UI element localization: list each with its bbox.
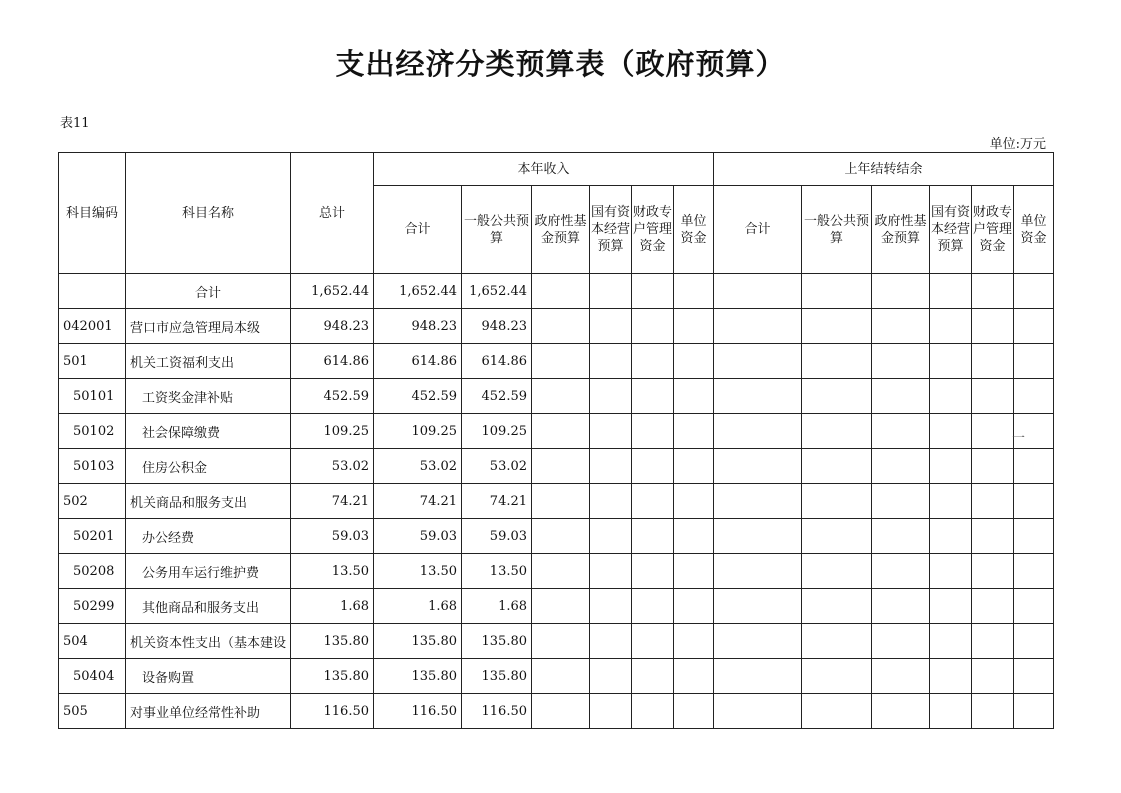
cell-py-fund (872, 519, 930, 554)
cell-py-fund (872, 554, 930, 589)
cell-py-state-capital (930, 414, 972, 449)
table-row (59, 274, 1054, 309)
header-cy-subtotal: 合计 (374, 186, 462, 274)
cell-py-fiscal-special (972, 484, 1014, 519)
cell-py-subtotal (714, 449, 802, 484)
cell-py-fiscal-special (972, 589, 1014, 624)
cell-cy-unit-funds (674, 554, 714, 589)
cell-py-fund (872, 414, 930, 449)
cell-cy-fund (532, 519, 590, 554)
cell-py-fiscal-special (972, 449, 1014, 484)
cell-py-fund (872, 659, 930, 694)
cell-cy-unit-funds (674, 589, 714, 624)
cell-name: 设备购置 (126, 659, 291, 694)
table-row (59, 554, 1054, 589)
cell-py-fiscal-special (972, 659, 1014, 694)
cell-py-unit-funds (1014, 344, 1054, 379)
cell-name: 办公经费 (126, 519, 291, 554)
header-code: 科目编码 (59, 153, 126, 274)
cell-cy-fiscal-special (632, 554, 674, 589)
cell-cy-state-capital (590, 449, 632, 484)
cell-cy-unit-funds (674, 659, 714, 694)
cell-py-subtotal (714, 309, 802, 344)
cell-cy-unit-funds (674, 694, 714, 729)
cell-py-state-capital (930, 309, 972, 344)
cell-py-fiscal-special (972, 554, 1014, 589)
cell-cy-subtotal: 948.23 (374, 309, 462, 344)
cell-code: 504 (59, 624, 126, 659)
cell-code: 505 (59, 694, 126, 729)
cell-py-unit-funds (1014, 554, 1054, 589)
cell-cy-state-capital (590, 344, 632, 379)
cell-cy-state-capital (590, 589, 632, 624)
cell-py-unit-funds (1014, 694, 1054, 729)
cell-code (59, 274, 126, 309)
cell-name: 营口市应急管理局本级 (126, 309, 291, 344)
cell-py-unit-funds (1014, 309, 1054, 344)
cell-cy-fund (532, 589, 590, 624)
cell-py-subtotal (714, 344, 802, 379)
cell-cy-fund (532, 449, 590, 484)
cell-total: 135.80 (291, 659, 374, 694)
cell-py-state-capital (930, 344, 972, 379)
table-row (59, 589, 1054, 624)
cell-py-state-capital (930, 274, 972, 309)
cell-cy-unit-funds (674, 379, 714, 414)
cell-name: 对事业单位经常性补助 (126, 694, 291, 729)
cell-py-unit-funds (1014, 274, 1054, 309)
cell-code: 50201 (59, 519, 126, 554)
cell-name: 机关工资福利支出 (126, 344, 291, 379)
cell-py-fund (872, 274, 930, 309)
cell-cy-unit-funds (674, 414, 714, 449)
cell-cy-fund (532, 309, 590, 344)
cell-py-fiscal-special (972, 414, 1014, 449)
cell-py-general (802, 554, 872, 589)
cell-code: 50103 (59, 449, 126, 484)
cell-cy-subtotal: 135.80 (374, 659, 462, 694)
table-row (59, 519, 1054, 554)
cell-cy-fiscal-special (632, 379, 674, 414)
cell-py-fiscal-special (972, 379, 1014, 414)
header-py-subtotal: 合计 (714, 186, 802, 274)
cell-cy-fiscal-special (632, 309, 674, 344)
cell-total: 53.02 (291, 449, 374, 484)
cell-cy-general: 1,652.44 (462, 274, 532, 309)
cell-total: 1.68 (291, 589, 374, 624)
header-current-year: 本年收入 (374, 153, 714, 186)
cell-cy-state-capital (590, 694, 632, 729)
cell-cy-fund (532, 694, 590, 729)
cell-code: 50101 (59, 379, 126, 414)
cell-py-subtotal (714, 414, 802, 449)
cell-py-general (802, 484, 872, 519)
cell-py-general (802, 449, 872, 484)
cell-py-unit-funds (1014, 589, 1054, 624)
cell-cy-unit-funds (674, 449, 714, 484)
cell-total: 452.59 (291, 379, 374, 414)
cell-py-subtotal (714, 484, 802, 519)
cell-name: 住房公积金 (126, 449, 291, 484)
cell-py-subtotal (714, 554, 802, 589)
table-row (59, 309, 1054, 344)
cell-cy-general: 1.68 (462, 589, 532, 624)
cell-cy-general: 109.25 (462, 414, 532, 449)
cell-total: 948.23 (291, 309, 374, 344)
cell-py-state-capital (930, 519, 972, 554)
cell-cy-fiscal-special (632, 659, 674, 694)
cell-cy-subtotal: 135.80 (374, 624, 462, 659)
cell-cy-subtotal: 53.02 (374, 449, 462, 484)
cell-cy-fiscal-special (632, 624, 674, 659)
cell-cy-fiscal-special (632, 449, 674, 484)
cell-cy-general: 135.80 (462, 624, 532, 659)
cell-cy-state-capital (590, 379, 632, 414)
cell-total: 614.86 (291, 344, 374, 379)
cell-py-unit-funds (1014, 624, 1054, 659)
cell-py-general (802, 519, 872, 554)
cell-py-state-capital (930, 554, 972, 589)
cell-py-general (802, 274, 872, 309)
cell-total: 109.25 (291, 414, 374, 449)
cell-code: 501 (59, 344, 126, 379)
cell-py-general (802, 589, 872, 624)
cell-cy-fund (532, 414, 590, 449)
cell-py-subtotal (714, 659, 802, 694)
cell-py-general (802, 414, 872, 449)
header-total: 总计 (291, 153, 374, 274)
cell-py-fund (872, 694, 930, 729)
cell-code: 042001 (59, 309, 126, 344)
table-row (59, 659, 1054, 694)
cell-py-subtotal (714, 379, 802, 414)
cell-cy-fund (532, 659, 590, 694)
cell-py-fund (872, 449, 930, 484)
header-cy-state-capital: 国有资本经营预算 (590, 186, 632, 274)
cell-cy-subtotal: 1,652.44 (374, 274, 462, 309)
cell-py-subtotal (714, 274, 802, 309)
cell-name: 工资奖金津补贴 (126, 379, 291, 414)
cell-cy-general: 948.23 (462, 309, 532, 344)
cell-total: 1,652.44 (291, 274, 374, 309)
header-py-unit-funds: 单位资金 (1014, 186, 1054, 274)
cell-cy-fiscal-special (632, 484, 674, 519)
cell-cy-subtotal: 109.25 (374, 414, 462, 449)
cell-py-general (802, 379, 872, 414)
cell-py-state-capital (930, 694, 972, 729)
cell-cy-state-capital (590, 519, 632, 554)
cell-py-fiscal-special (972, 694, 1014, 729)
cell-cy-fund (532, 344, 590, 379)
header-py-fiscal-special: 财政专户管理资金 (972, 186, 1014, 274)
cell-cy-fiscal-special (632, 519, 674, 554)
cell-py-state-capital (930, 449, 972, 484)
table-number: 表11 (60, 116, 90, 131)
cell-cy-unit-funds (674, 274, 714, 309)
budget-table (58, 152, 1054, 729)
cell-total: 74.21 (291, 484, 374, 519)
cell-py-fund (872, 344, 930, 379)
cell-cy-fiscal-special (632, 414, 674, 449)
cell-cy-general: 614.86 (462, 344, 532, 379)
cell-cy-general: 13.50 (462, 554, 532, 589)
header-cy-fund: 政府性基金预算 (532, 186, 590, 274)
cell-cy-general: 135.80 (462, 659, 532, 694)
cell-cy-fiscal-special (632, 589, 674, 624)
table-row (59, 449, 1054, 484)
table-row (59, 414, 1054, 449)
cell-cy-state-capital (590, 414, 632, 449)
cell-cy-fiscal-special (632, 344, 674, 379)
cell-cy-state-capital (590, 274, 632, 309)
header-cy-unit-funds: 单位资金 (674, 186, 714, 274)
cell-cy-subtotal: 1.68 (374, 589, 462, 624)
table-row (59, 379, 1054, 414)
cell-cy-fiscal-special (632, 694, 674, 729)
cell-cy-unit-funds (674, 309, 714, 344)
cell-cy-fund (532, 484, 590, 519)
cell-cy-state-capital (590, 659, 632, 694)
cell-cy-subtotal: 614.86 (374, 344, 462, 379)
cell-cy-state-capital (590, 554, 632, 589)
cell-cy-unit-funds (674, 344, 714, 379)
table-row (59, 694, 1054, 729)
cell-name: 机关资本性支出（基本建设 (126, 624, 291, 659)
cell-total: 59.03 (291, 519, 374, 554)
table-row (59, 624, 1054, 659)
header-py-state-capital: 国有资本经营预算 (930, 186, 972, 274)
cell-cy-unit-funds (674, 519, 714, 554)
cell-py-general (802, 624, 872, 659)
cell-py-fiscal-special (972, 624, 1014, 659)
cell-cy-state-capital (590, 309, 632, 344)
cell-cy-general: 74.21 (462, 484, 532, 519)
cell-cy-unit-funds (674, 624, 714, 659)
header-row-1 (59, 153, 1054, 186)
header-cy-general: 一般公共预算 (462, 186, 532, 274)
cell-cy-general: 53.02 (462, 449, 532, 484)
cell-cy-unit-funds (674, 484, 714, 519)
cell-cy-fund (532, 274, 590, 309)
cell-name: 合计 (126, 274, 291, 309)
cell-py-unit-funds (1014, 519, 1054, 554)
cell-cy-general: 116.50 (462, 694, 532, 729)
cell-cy-subtotal: 452.59 (374, 379, 462, 414)
cell-total: 13.50 (291, 554, 374, 589)
cell-py-general (802, 309, 872, 344)
cell-py-subtotal (714, 694, 802, 729)
cell-cy-fiscal-special (632, 274, 674, 309)
cell-py-general (802, 344, 872, 379)
cell-cy-subtotal: 13.50 (374, 554, 462, 589)
header-cy-fiscal-special: 财政专户管理资金 (632, 186, 674, 274)
cell-name: 社会保障缴费 (126, 414, 291, 449)
cell-cy-fund (532, 624, 590, 659)
cell-py-fund (872, 589, 930, 624)
cell-cy-general: 452.59 (462, 379, 532, 414)
table-row (59, 344, 1054, 379)
cell-py-fiscal-special (972, 274, 1014, 309)
cell-py-general (802, 694, 872, 729)
page-title: 支出经济分类预算表（政府预算） (335, 47, 786, 81)
header-prior-year: 上年结转结余 (714, 153, 1054, 186)
unit-label: 单位:万元 (989, 137, 1046, 152)
cell-py-subtotal (714, 589, 802, 624)
header-name: 科目名称 (126, 153, 291, 274)
cell-py-fiscal-special (972, 344, 1014, 379)
cell-code: 50299 (59, 589, 126, 624)
cell-py-state-capital (930, 624, 972, 659)
cell-name: 机关商品和服务支出 (126, 484, 291, 519)
table-row (59, 484, 1054, 519)
cell-py-fiscal-special (972, 309, 1014, 344)
cell-total: 116.50 (291, 694, 374, 729)
cell-name: 公务用车运行维护费 (126, 554, 291, 589)
cell-code: 50208 (59, 554, 126, 589)
cell-py-subtotal (714, 624, 802, 659)
cell-py-fund (872, 624, 930, 659)
cell-code: 50102 (59, 414, 126, 449)
cell-cy-general: 59.03 (462, 519, 532, 554)
cell-total: 135.80 (291, 624, 374, 659)
cell-cy-state-capital (590, 484, 632, 519)
cell-py-fund (872, 379, 930, 414)
cell-py-general (802, 659, 872, 694)
cell-code: 502 (59, 484, 126, 519)
cell-cy-fund (532, 554, 590, 589)
cell-py-unit-funds (1014, 484, 1054, 519)
cell-py-fund (872, 309, 930, 344)
cell-py-state-capital (930, 379, 972, 414)
cell-cy-subtotal: 116.50 (374, 694, 462, 729)
cell-py-state-capital (930, 659, 972, 694)
cell-name: 其他商品和服务支出 (126, 589, 291, 624)
cell-py-unit-funds (1014, 449, 1054, 484)
cell-py-fiscal-special (972, 519, 1014, 554)
cell-cy-subtotal: 74.21 (374, 484, 462, 519)
cell-cy-fund (532, 379, 590, 414)
margin-mark: 一 (1012, 431, 1026, 446)
cell-py-state-capital (930, 589, 972, 624)
cell-py-fund (872, 484, 930, 519)
cell-py-unit-funds (1014, 379, 1054, 414)
cell-py-state-capital (930, 484, 972, 519)
cell-code: 50404 (59, 659, 126, 694)
budget-table-body (59, 153, 1054, 729)
cell-cy-subtotal: 59.03 (374, 519, 462, 554)
header-py-general: 一般公共预算 (802, 186, 872, 274)
cell-py-subtotal (714, 519, 802, 554)
cell-cy-state-capital (590, 624, 632, 659)
cell-py-unit-funds (1014, 659, 1054, 694)
header-py-fund: 政府性基金预算 (872, 186, 930, 274)
